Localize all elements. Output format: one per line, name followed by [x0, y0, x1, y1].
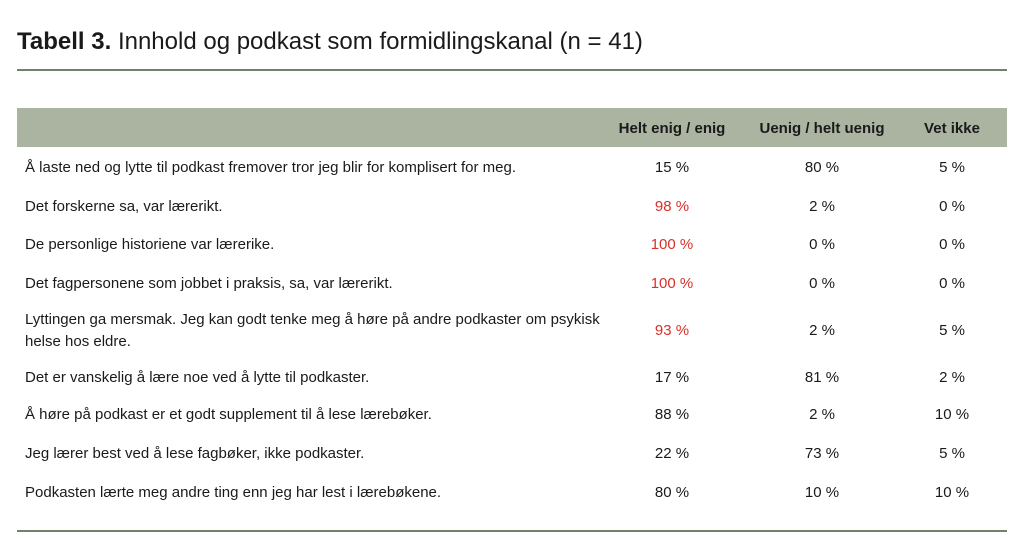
unknown-value: 0 %: [939, 198, 965, 215]
row-statement: Det forskerne sa, var lærerikt.: [25, 198, 223, 215]
unknown-value: 0 %: [939, 275, 965, 292]
row-statement: Jeg lærer best ved å lese fagbøker, ikke podkaster.: [25, 445, 365, 462]
unknown-value: 5 %: [939, 445, 965, 462]
table-title: [17, 26, 643, 58]
agree-value: 93 %: [654, 322, 690, 339]
agree-value: 100 %: [650, 236, 694, 253]
agree-value: 22 %: [654, 445, 690, 462]
row-statement: Det er vanskelig å lære noe ved å lytte til podkaster.: [25, 369, 370, 386]
unknown-value: 5 %: [939, 322, 965, 339]
table-row: [17, 404, 1007, 426]
table-row: [17, 309, 1007, 353]
disagree-value: 2 %: [809, 198, 835, 215]
disagree-value: 81 %: [804, 369, 840, 386]
agree-value: 80 %: [654, 484, 690, 501]
disagree-value: 2 %: [809, 322, 835, 339]
disagree-value: 0 %: [809, 236, 835, 253]
table-row: [17, 367, 1007, 389]
disagree-value: 73 %: [804, 445, 840, 462]
row-statement: Det fagpersonene som jobbet i praksis, sa, var lærerikt.: [25, 275, 393, 292]
disagree-value: 2 %: [809, 406, 835, 423]
agree-value: 100 %: [650, 275, 694, 292]
agree-value: 15 %: [654, 159, 690, 176]
table-row: [17, 234, 1007, 256]
unknown-value: 0 %: [939, 236, 965, 253]
row-statement: Å laste ned og lytte til podkast fremover tror jeg blir for komplisert for meg.: [25, 159, 517, 176]
top-rule: [17, 69, 1007, 71]
table-row: [17, 196, 1007, 218]
agree-value: 88 %: [654, 406, 690, 423]
column-header-unknown: Vet ikke: [924, 120, 980, 137]
agree-value: 17 %: [654, 369, 690, 386]
column-header-disagree: Uenig / helt uenig: [759, 120, 885, 137]
row-statement: De personlige historiene var lærerike.: [25, 236, 275, 253]
disagree-value: 80 %: [804, 159, 840, 176]
bottom-rule: [17, 530, 1007, 532]
table-row: [17, 157, 1007, 179]
row-statement: Podkasten lærte meg andre ting enn jeg har lest i lærebøkene.: [25, 484, 442, 501]
row-statement: Lyttingen ga mersmak. Jeg kan godt tenke meg å høre på andre podkaster om psykisk helse hos eldre.: [25, 311, 600, 350]
disagree-value: 0 %: [809, 275, 835, 292]
table-row: [17, 443, 1007, 465]
table-label: Tabell 3.: [17, 28, 112, 55]
table-row: [17, 482, 1007, 504]
table-caption: Innhold og podkast som formidlingskanal (n = 41): [117, 28, 643, 55]
unknown-value: 5 %: [939, 159, 965, 176]
row-statement: Å høre på podkast er et godt supplement til å lese lærebøker.: [25, 406, 432, 423]
unknown-value: 10 %: [934, 406, 970, 423]
disagree-value: 10 %: [804, 484, 840, 501]
column-header-agree: Helt enig / enig: [618, 120, 726, 137]
unknown-value: 10 %: [934, 484, 970, 501]
unknown-value: 2 %: [939, 369, 965, 386]
table-row: [17, 273, 1007, 295]
agree-value: 98 %: [654, 198, 690, 215]
